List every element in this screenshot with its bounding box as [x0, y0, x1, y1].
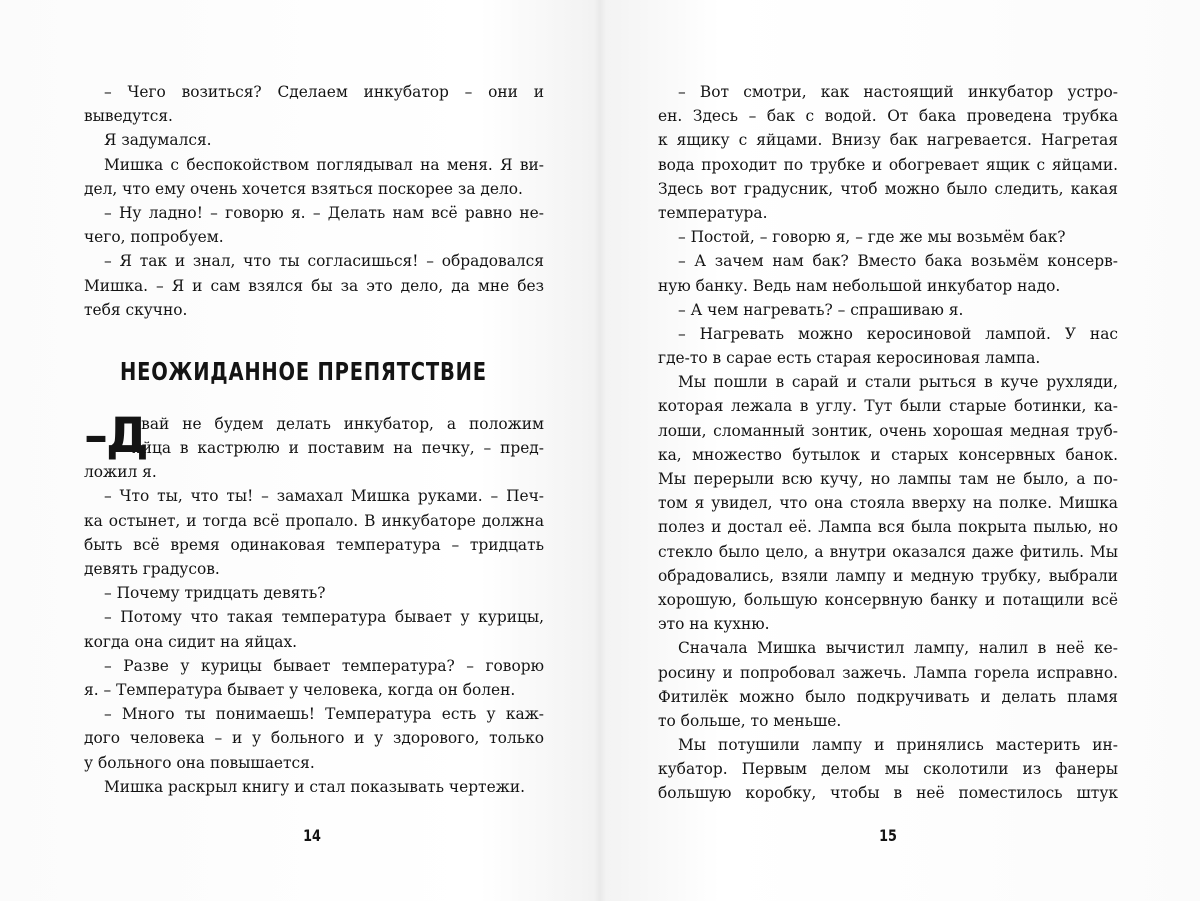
- text-line: вода проходит по трубке и обогревает ящик с яйцами.: [658, 155, 1118, 174]
- text-line: которая лежала в углу. Тут были старые ботинки, ка-: [658, 397, 1118, 416]
- text-line: авай не будем делать инкубатор, а положим: [132, 414, 544, 433]
- text-line: – Разве у курицы бывает температура? – говорю: [104, 656, 544, 675]
- text-line: – Ну ладно! – говорю я. – Делать нам всё равно не-: [104, 203, 544, 222]
- text-line: то больше, то меньше.: [658, 711, 842, 730]
- text-line: Мишка. – Я и сам взялся бы за это дело, да мне без: [84, 276, 544, 295]
- text-line: Мы пошли в сарай и стали рыться в куче рухляди,: [678, 373, 1118, 392]
- text-line: у больного она повышается.: [84, 753, 315, 772]
- text-line: температура.: [658, 203, 768, 222]
- text-line: – Много ты понимаешь! Температура есть у каж-: [104, 705, 544, 724]
- text-line: тебя скучно.: [84, 300, 188, 319]
- text-line: чего, попробуем.: [84, 228, 224, 247]
- right-text-block: [658, 80, 1118, 806]
- right-page: [658, 80, 1118, 806]
- text-line: это на кухню.: [658, 615, 770, 634]
- text-line: к ящику с яйцами. Внизу бак нагревается. Нагретая: [658, 131, 1118, 150]
- text-line: – А зачем нам бак? Вместо бака возьмём консерв-: [678, 252, 1118, 271]
- text-line: лоши, сломанный зонтик, очень хорошая медная труб-: [658, 421, 1118, 440]
- page-number-left: 14: [303, 826, 321, 845]
- text-line: ка остынет, и тогда всё пропало. В инкубаторе должна: [84, 511, 544, 530]
- text-line: хорошую, большую консервную банку и потащили всё: [658, 590, 1118, 609]
- text-line: обрадовались, взяли лампу и медную трубку, выбрали: [658, 566, 1118, 585]
- page-number-right: 15: [879, 826, 897, 845]
- drop-cap: –Д: [84, 407, 147, 464]
- text-line: – Что ты, что ты! – замахал Мишка руками. – Печ-: [104, 487, 544, 506]
- text-line: где-то в сарае есть старая керосиновая лампа.: [658, 349, 1041, 368]
- text-line: Сначала Мишка вычистил лампу, налил в неё ке-: [678, 639, 1118, 658]
- chapter-heading: НЕОЖИДАННОЕ ПРЕПЯТСТВИЕ: [120, 356, 487, 386]
- text-line: девять градусов.: [84, 560, 220, 578]
- text-line: – Почему тридцать девять?: [104, 584, 326, 603]
- text-line: Мы перерыли всю кучу, но лампы там не было, а по-: [658, 470, 1118, 488]
- text-line: дого человека – и у больного и у здорового, только: [84, 729, 544, 748]
- text-line: – А чем нагревать? – спрашиваю я.: [678, 300, 964, 319]
- text-line: стекло было цело, а внутри оказался даже фитиль. Мы: [658, 542, 1118, 561]
- text-line: – Чего возиться? Сделаем инкубатор – они и: [104, 83, 544, 101]
- text-line: когда она сидит на яйцах.: [84, 632, 298, 651]
- left-page: [84, 80, 544, 799]
- text-line: Я задумался.: [104, 131, 212, 150]
- text-line: Мишка с беспокойством поглядывал на меня. Я ви-: [104, 155, 544, 174]
- text-line: росину и попробовал зажечь. Лампа горела исправно.: [658, 663, 1118, 682]
- text-line: – Потому что такая температура бывает у курицы,: [104, 608, 544, 627]
- text-line: – Нагревать можно керосиновой лампой. У нас: [678, 324, 1118, 343]
- text-line: ен. Здесь – бак с водой. От бака проведена трубка: [658, 107, 1118, 126]
- text-line: ложил я.: [84, 463, 157, 482]
- text-line: – Постой, – говорю я, – где же мы возьмём бак?: [678, 228, 1066, 247]
- text-line: Мишка раскрыл книгу и стал показывать чертежи.: [104, 777, 525, 796]
- drop-cap-paragraph: [84, 407, 544, 464]
- text-line: – Я так и знал, что ты согласишься! – обрадовался: [104, 252, 544, 271]
- text-line: быть всё время одинаковая температура – тридцать: [84, 535, 544, 554]
- text-line: полез и достал её. Лампа вся была покрыта пылью, но: [658, 518, 1118, 537]
- left-text-block-2: [84, 460, 544, 799]
- left-text-block-1: [84, 80, 544, 322]
- text-line: ную банку. Ведь нам небольшой инкубатор надо.: [658, 276, 1061, 295]
- text-line: я. – Температура бывает у человека, когда он болен.: [84, 680, 516, 699]
- text-line: выведутся.: [84, 107, 173, 126]
- text-line: Фитилёк можно было подкручивать и делать пламя: [658, 687, 1118, 706]
- text-line: том я увидел, что она стояла вверху на полке. Мишка: [658, 494, 1118, 513]
- text-line: кубатор. Первым делом мы сколотили из фанеры: [658, 760, 1118, 779]
- text-line: Мы потушили лампу и принялись мастерить ин-: [678, 736, 1118, 755]
- text-line: Здесь вот градусник, чтоб можно было следить, какая: [658, 179, 1118, 198]
- text-line: большую коробку, чтобы в неё поместилось штук: [658, 784, 1118, 803]
- text-line: ка, множество бутылок и старых консервных банок.: [658, 445, 1118, 464]
- text-line: – Вот смотри, как настоящий инкубатор устро-: [678, 83, 1118, 101]
- text-line: яйца в кастрюлю и поставим на печку, – пред-: [132, 439, 544, 458]
- text-line: дел, что ему очень хочется взяться поскорее за дело.: [84, 179, 523, 198]
